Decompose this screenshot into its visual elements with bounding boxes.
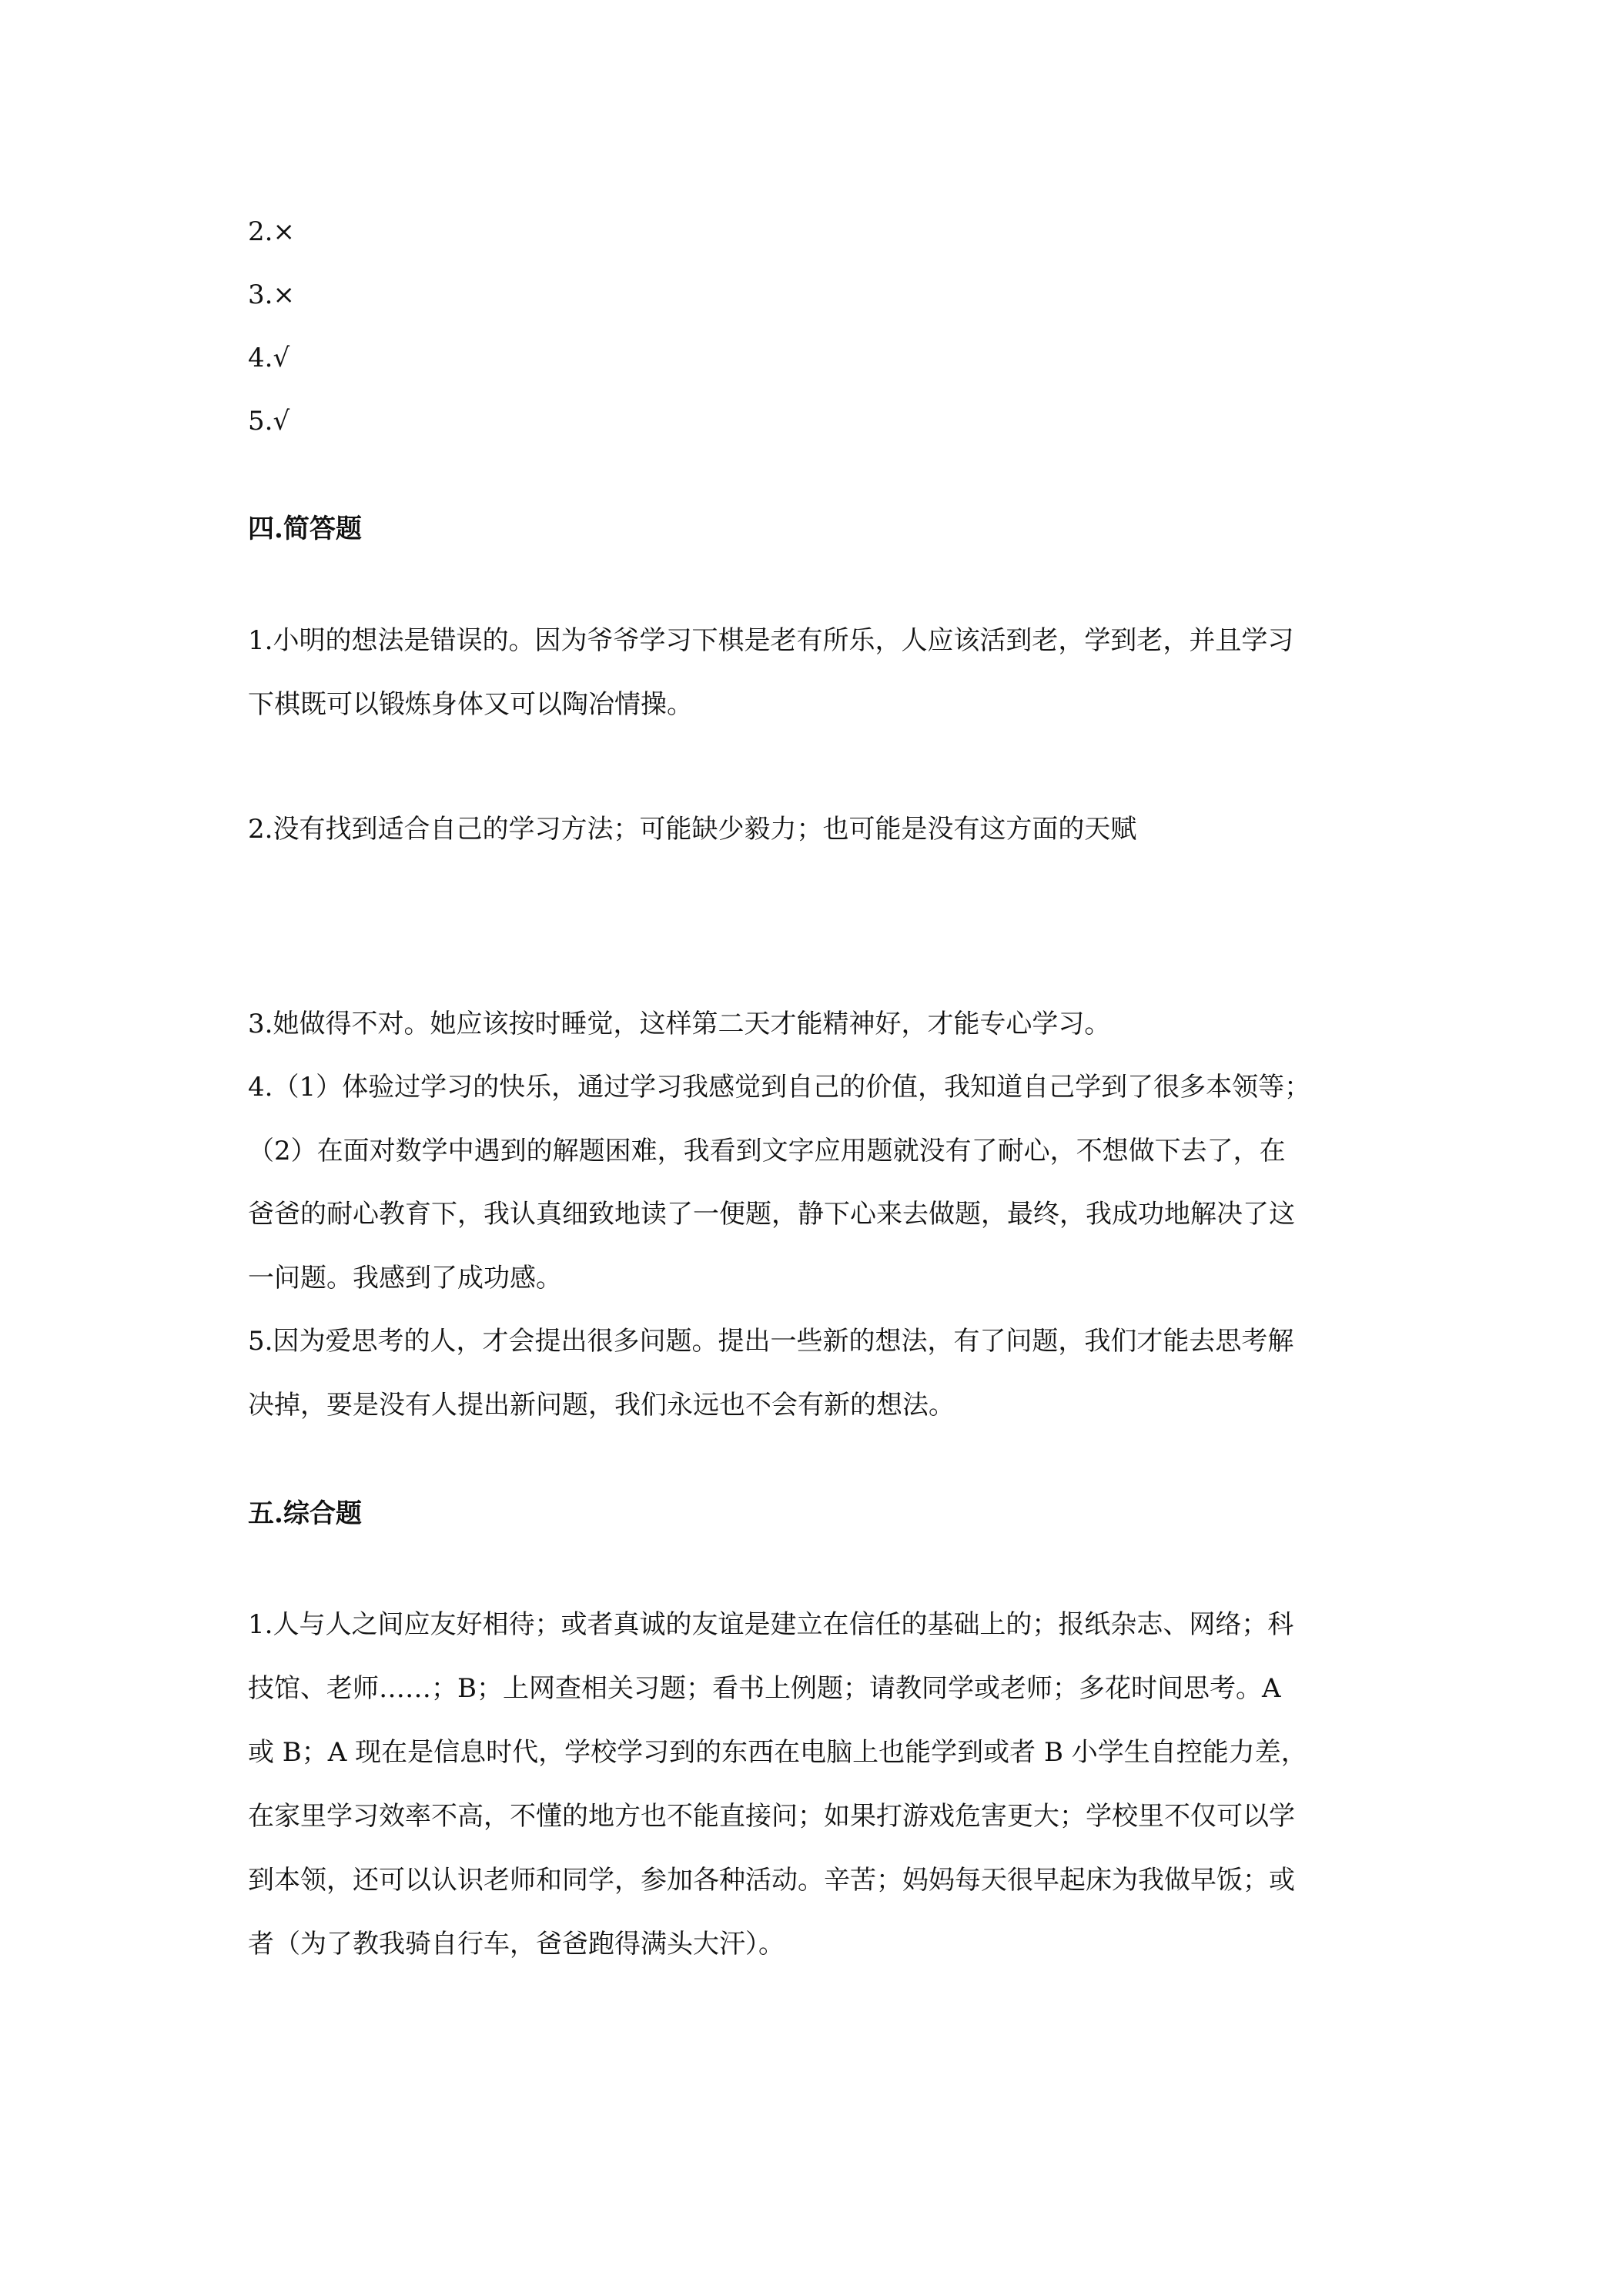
paragraph-line: 3.她做得不对。她应该按时睡觉，这样第二天才能精神好，才能专心学习。	[248, 1009, 1111, 1039]
paragraph-line: 1.人与人之间应友好相待；或者真诚的友谊是建立在信任的基础上的；报纸杂志、网络；科	[248, 1609, 1294, 1640]
section-heading-comprehensive: 五.综合题	[248, 1498, 362, 1529]
paragraph-line: 5.因为爱思考的人，才会提出很多问题。提出一些新的想法，有了问题，我们才能去思考解	[248, 1326, 1294, 1357]
paragraph-line: 1.小明的想法是错误的。因为爷爷学习下棋是老有所乐，人应该活到老，学到老，并且学习	[248, 625, 1294, 656]
answer-line: 4.√	[248, 343, 290, 373]
answer-line: 3.×	[248, 279, 295, 310]
paragraph-line: 决掉，要是没有人提出新问题，我们永远也不会有新的想法。	[248, 1390, 955, 1421]
paragraph-line: 2.没有找到适合自己的学习方法；可能缺少毅力；也可能是没有这方面的天赋	[248, 814, 1137, 845]
paragraph-line: 者（为了教我骑自行车，爸爸跑得满头大汗）。	[248, 1929, 785, 1960]
answer-line: 2.×	[248, 216, 295, 247]
paragraph-line: 在家里学习效率不高，不懂的地方也不能直接问；如果打游戏危害更大；学校里不仅可以学	[248, 1801, 1295, 1832]
section-heading-short-answer: 四.简答题	[248, 514, 362, 544]
paragraph-line: 下棋既可以锻炼身体又可以陶冶情操。	[248, 689, 693, 720]
paragraph-line: （2）在面对数学中遇到的解题困难，我看到文字应用题就没有了耐心，不想做下去了，在	[248, 1136, 1286, 1166]
paragraph-line: 或 B；A 现在是信息时代，学校学习到的东西在电脑上也能学到或者 B 小学生自控能力差，	[248, 1737, 1307, 1768]
paragraph-line: 到本领，还可以认识老师和同学，参加各种活动。辛苦；妈妈每天很早起床为我做早饭；或	[248, 1865, 1295, 1896]
answer-line: 5.√	[248, 406, 290, 437]
paragraph-line: 一问题。我感到了成功感。	[248, 1263, 562, 1294]
paragraph-line: 4.（1）体验过学习的快乐，通过学习我感觉到自己的价值，我知道自己学到了很多本领等；	[248, 1072, 1311, 1103]
paragraph-line: 爸爸的耐心教育下，我认真细致地读了一便题，静下心来去做题，最终，我成功地解决了这	[248, 1199, 1295, 1230]
paragraph-line: 技馆、老师……；B；上网查相关习题；看书上例题；请教同学或老师；多花时间思考。A	[248, 1673, 1281, 1704]
